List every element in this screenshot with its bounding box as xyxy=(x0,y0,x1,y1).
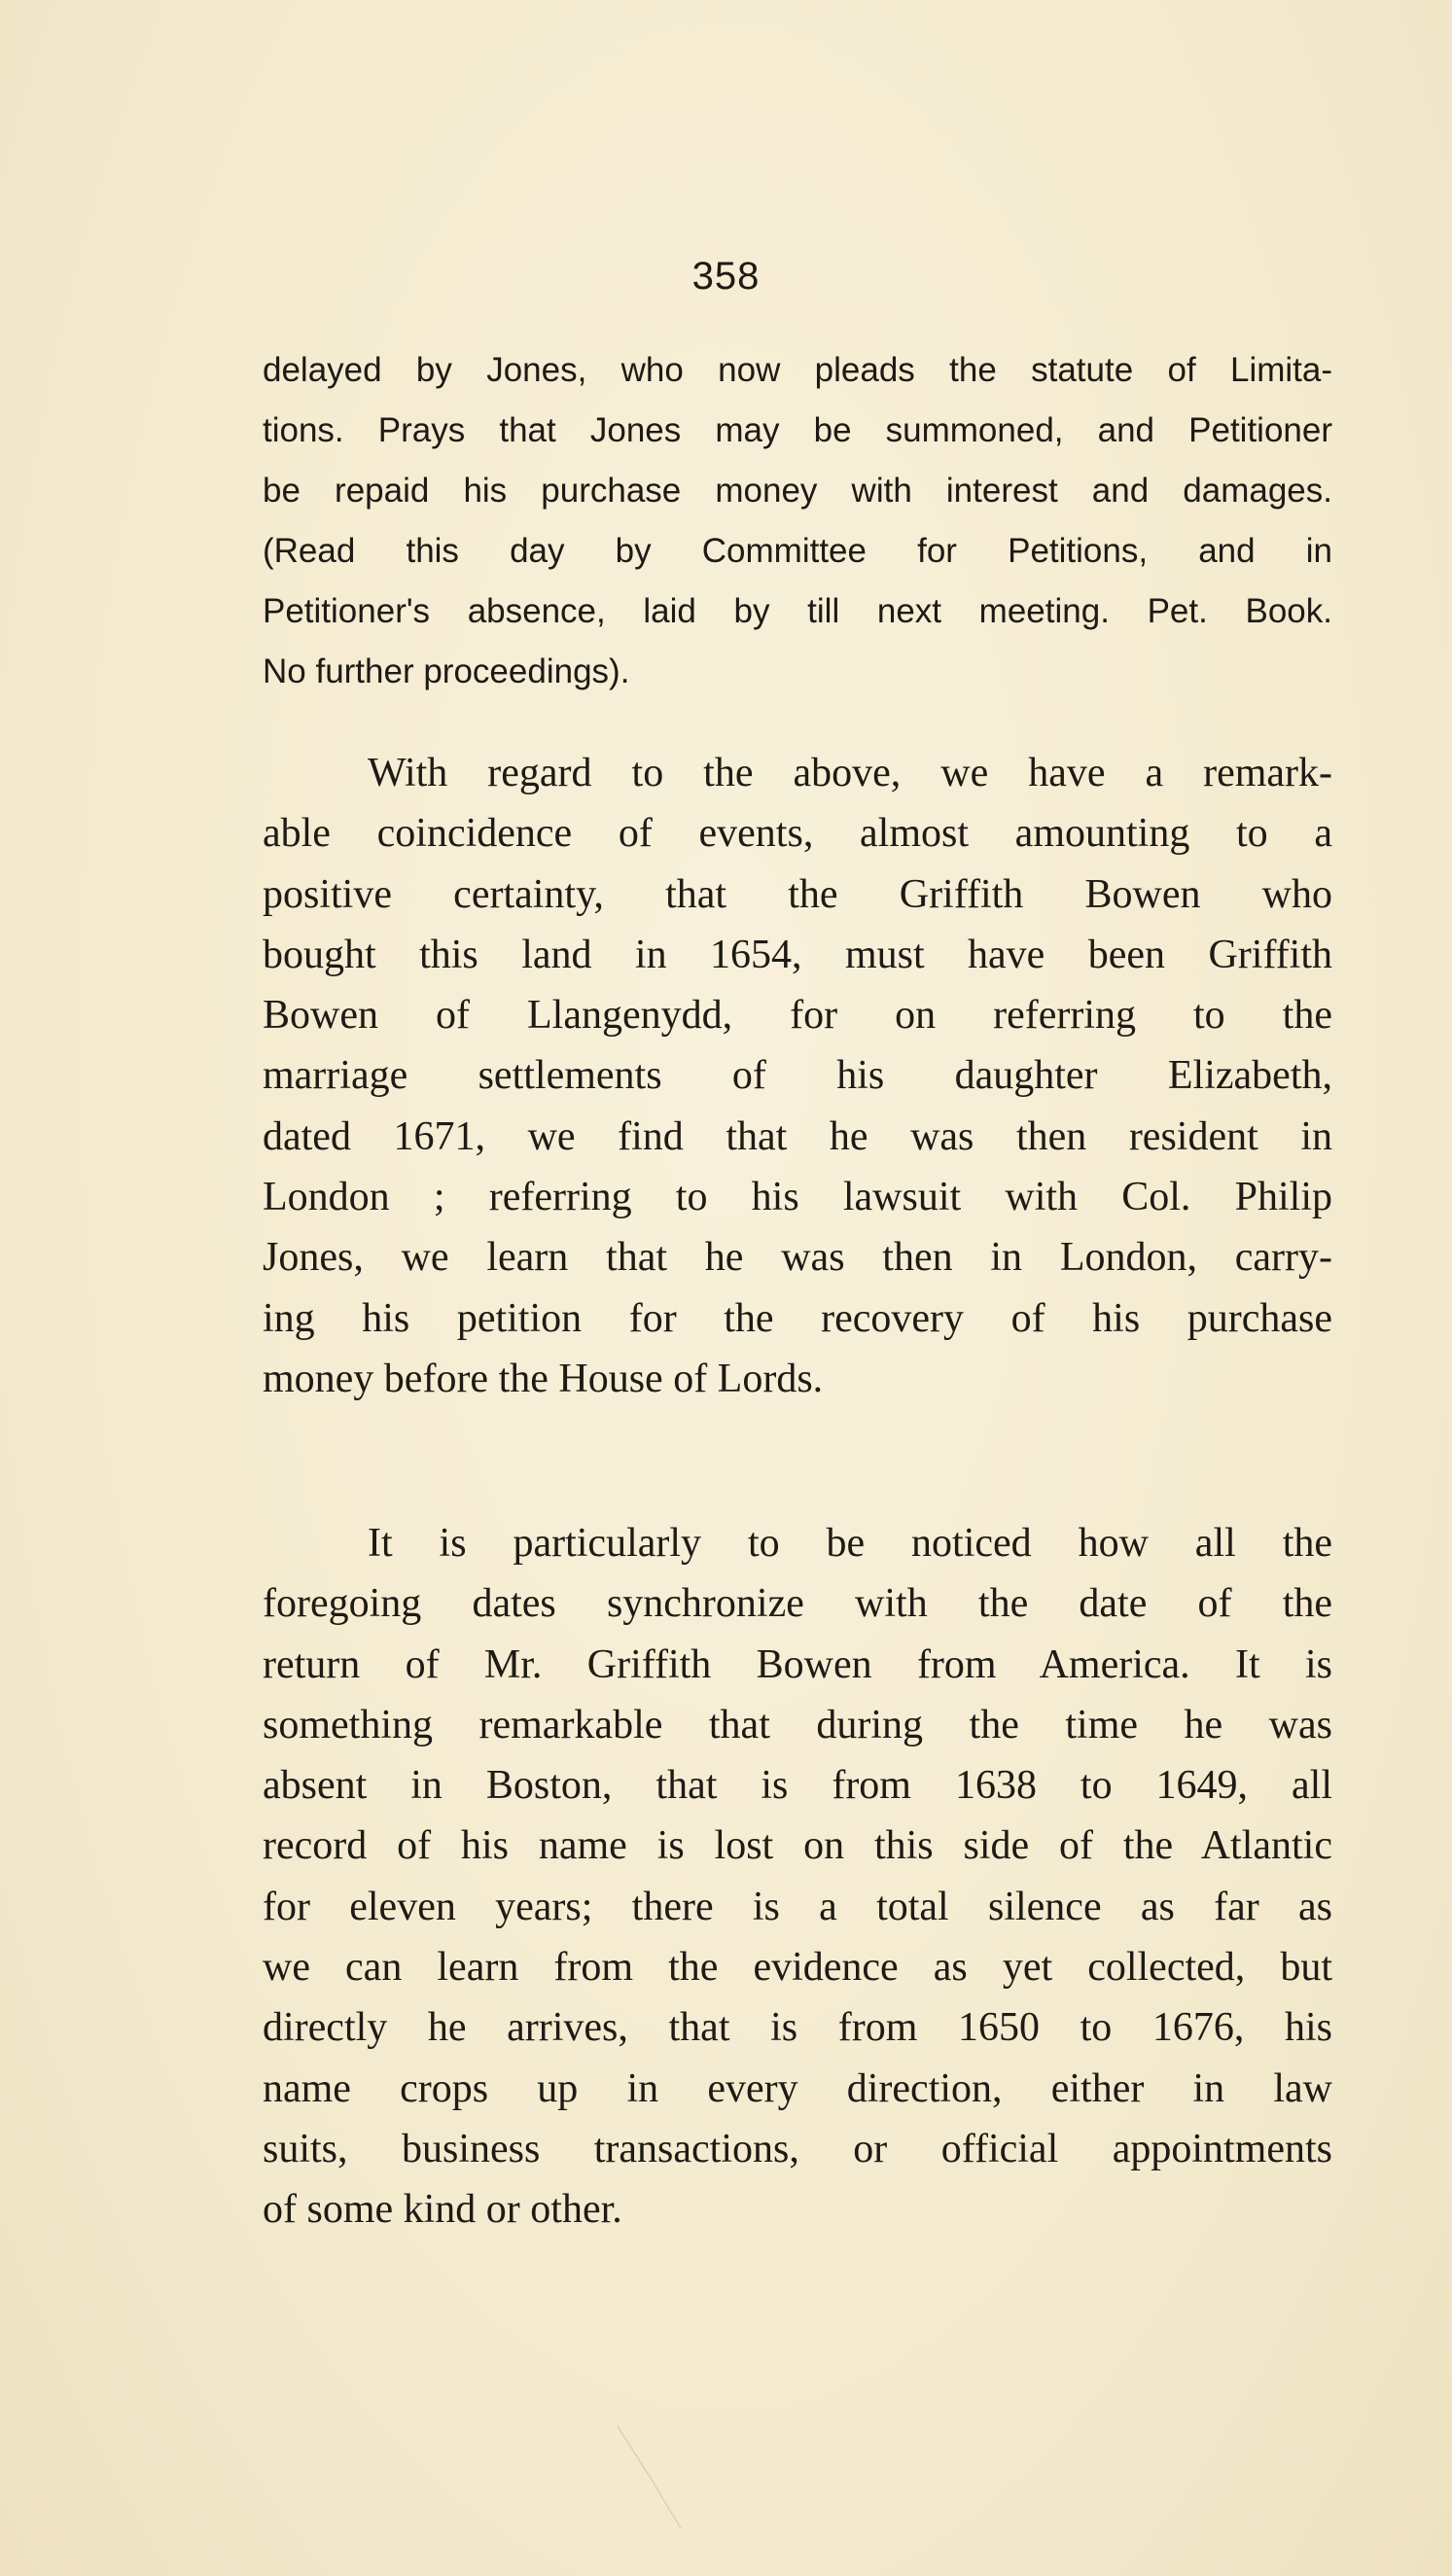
paragraph-line: Bowen of Llangenydd, for on referring to the xyxy=(263,993,1332,1039)
paragraph-line: London ; referring to his lawsuit with Col. Philip xyxy=(263,1175,1332,1220)
paragraph-line: something remarkable that during the time he was xyxy=(263,1702,1332,1747)
paragraph-line: marriage settlements of his daughter Elizabeth, xyxy=(263,1053,1332,1099)
body-paragraph-2 xyxy=(263,1513,1332,2241)
petition-abstract xyxy=(263,340,1332,702)
abstract-line: Petitioner's absence, laid by till next meeting. Pet. Book. xyxy=(263,592,1332,630)
paragraph-line: absent in Boston, that is from 1638 to 1649, all xyxy=(263,1763,1332,1809)
paragraph-line: money before the House of Lords. xyxy=(263,1356,824,1401)
abstract-line: (Read this day by Committee for Petitions, and in xyxy=(263,532,1332,570)
paragraph-line: able coincidence of events, almost amounting to a xyxy=(263,811,1332,857)
abstract-line: be repaid his purchase money with interest and damages. xyxy=(263,472,1332,510)
paragraph-line: directly he arrives, that is from 1650 to 1676, his xyxy=(263,2005,1332,2051)
paragraph-line: foregoing dates synchronize with the date of the xyxy=(263,1581,1332,1627)
abstract-line: No further proceedings). xyxy=(263,653,630,690)
paper-crease-mark xyxy=(613,2421,700,2538)
abstract-line: delayed by Jones, who now pleads the statute of Limita- xyxy=(263,351,1332,389)
paragraph-line: return of Mr. Griffith Bowen from America. It is xyxy=(263,1641,1332,1687)
paragraph-line: suits, business transactions, or official appointments xyxy=(263,2126,1332,2171)
paragraph-line: we can learn from the evidence as yet collected, but xyxy=(263,1945,1332,1991)
paragraph-line: bought this land in 1654, must have been Griffith xyxy=(263,932,1332,977)
paragraph-line: of some kind or other. xyxy=(263,2187,622,2233)
paragraph-line: positive certainty, that the Griffith Bowen who xyxy=(263,871,1332,917)
paragraph-line: name crops up in every direction, either in law xyxy=(263,2065,1332,2111)
page-number: 358 xyxy=(691,255,761,298)
abstract-line: tions. Prays that Jones may be summoned, and Petitioner xyxy=(263,411,1332,449)
paragraph-line: It is particularly to be noticed how all the xyxy=(368,1521,1332,1566)
paragraph-line: Jones, we learn that he was then in London, carry- xyxy=(263,1235,1332,1281)
paragraph-line: With regard to the above, we have a remark- xyxy=(368,751,1332,795)
paragraph-line: ing his petition for the recovery of his purchase xyxy=(263,1295,1332,1341)
body-paragraph-1 xyxy=(263,743,1332,1409)
paragraph-line: record of his name is lost on this side of the Atlantic xyxy=(263,1823,1332,1869)
paragraph-line: for eleven years; there is a total silence as far as xyxy=(263,1884,1332,1929)
paragraph-line: dated 1671, we find that he was then resident in xyxy=(263,1113,1332,1159)
